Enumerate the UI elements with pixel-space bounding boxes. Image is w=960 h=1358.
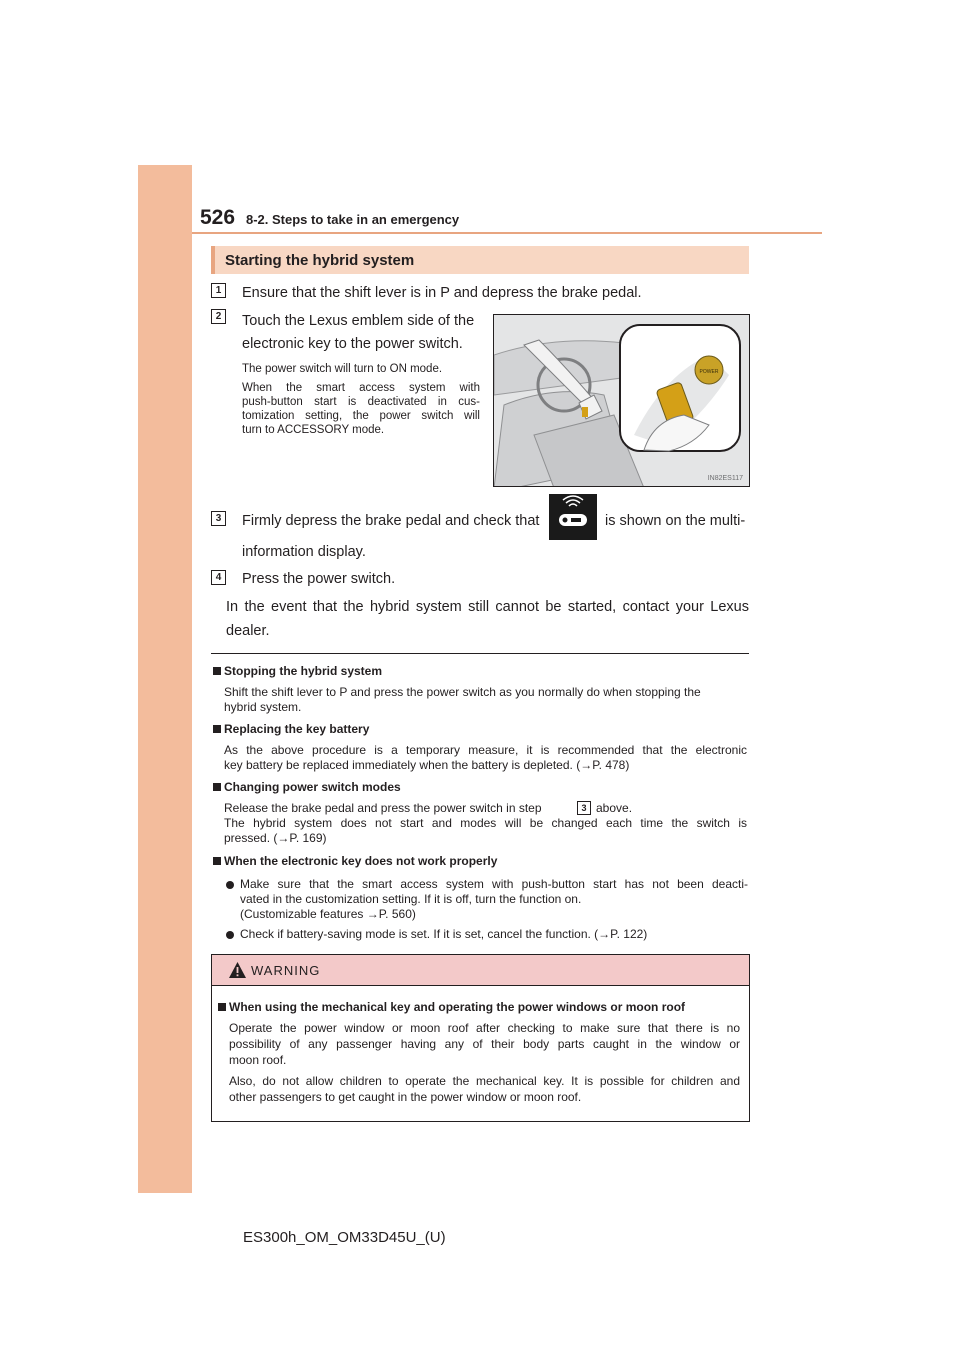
power-button-label: POWER bbox=[699, 369, 719, 375]
note-3-bullet bbox=[213, 783, 221, 791]
step-2-note-1: The power switch will turn to ON mode. bbox=[242, 363, 443, 375]
step-number-3: 3 bbox=[211, 511, 226, 526]
step-number-4: 4 bbox=[211, 570, 226, 585]
note-1-bullet bbox=[213, 667, 221, 675]
step-number-2: 2 bbox=[211, 309, 226, 324]
step-4-text: Press the power switch. bbox=[242, 571, 396, 587]
illustration-code: IN82ES117 bbox=[707, 475, 743, 482]
topic-title-box bbox=[211, 246, 749, 274]
note-4-bullet bbox=[213, 857, 221, 865]
closing-paragraph: In the event that the hybrid system still cannot be started, contact your Lexus dealer. bbox=[226, 599, 749, 639]
note-3-body: The hybrid system does not start and modes will be changed each time the switch is pressed. (→P. 169) bbox=[224, 816, 747, 845]
note-1-body: Shift the shift lever to P and press the power switch as you normally do when stopping the hybrid system. bbox=[224, 685, 701, 714]
note-4-bullet-1: Make sure that the smart access system with push-button start has not been deacti- vated in the customization setting. If it is off, turn the function on. (Customizable features →P. 560) bbox=[240, 877, 748, 921]
note-3-line-b: above. bbox=[596, 801, 633, 815]
warning-header bbox=[212, 955, 749, 986]
note-3-heading: Changing power switch modes bbox=[224, 780, 401, 794]
warning-heading: When using the mechanical key and operating the power windows or moon roof bbox=[229, 1000, 686, 1014]
step-1-text: Ensure that the shift lever is in P and depress the brake pedal. bbox=[242, 285, 642, 301]
side-tab-band bbox=[138, 165, 192, 1193]
note-1-heading: Stopping the hybrid system bbox=[224, 664, 383, 678]
step-3-text-a: Firmly depress the brake pedal and check that bbox=[242, 513, 540, 529]
warning-bullet bbox=[218, 1003, 226, 1011]
topic-title: Starting the hybrid system bbox=[225, 252, 415, 269]
header-rule bbox=[192, 232, 822, 234]
note-2-body: As the above procedure is a temporary measure, it is recommended that the electronic key battery be replaced immediately when the battery is depleted. (→P. 478) bbox=[224, 743, 747, 772]
note-3-line-a: Release the brake pedal and press the power switch in step bbox=[224, 801, 542, 815]
step-3-text-c: information display. bbox=[242, 544, 366, 560]
step-3-text-b: is shown on the multi- bbox=[605, 513, 746, 529]
step-2-note-2: When the smart access system with push-button start is deactivated in cus- tomization setting, the power switch will turn to ACCESSORY mode. bbox=[242, 382, 480, 436]
note-4-bullet-2: Check if battery-saving mode is set. If it is set, cancel the function. (→P. 122) bbox=[240, 927, 648, 941]
document-code-footer: ES300h_OM_OM33D45U_(U) bbox=[243, 1229, 446, 1246]
note-4-bullet-dot-2 bbox=[226, 931, 234, 939]
note-4-bullet-dot-1 bbox=[226, 881, 234, 889]
page-number: 526 bbox=[200, 206, 236, 229]
section-title: 8-2. Steps to take in an emergency bbox=[246, 212, 460, 227]
note-4-heading: When the electronic key does not work properly bbox=[224, 854, 498, 868]
step-2-line-1: Touch the Lexus emblem side of the bbox=[242, 313, 475, 329]
car-interior-drawing bbox=[494, 315, 750, 487]
step-number-1: 1 bbox=[211, 283, 226, 298]
warning-para-2: Also, do not allow children to operate the mechanical key. It is possible for children and other passengers to get caught in the power window or moon roof. bbox=[229, 1074, 740, 1104]
step-2-line-2: electronic key to the power switch. bbox=[242, 336, 463, 352]
note-2-bullet bbox=[213, 725, 221, 733]
section-divider bbox=[211, 653, 749, 654]
step-reference-3: 3 bbox=[577, 801, 591, 815]
warning-para-1: Operate the power window or moon roof after checking to make sure that there is no possibility of any passenger having any of their body parts caught in the window or moon roof. bbox=[229, 1021, 740, 1067]
note-2-heading: Replacing the key battery bbox=[224, 722, 370, 736]
power-switch-illustration bbox=[493, 314, 750, 487]
key-indicator-icon bbox=[549, 494, 597, 540]
warning-label: WARNING bbox=[251, 963, 321, 978]
warning-triangle-icon bbox=[228, 961, 247, 979]
warning-box bbox=[211, 954, 750, 1122]
